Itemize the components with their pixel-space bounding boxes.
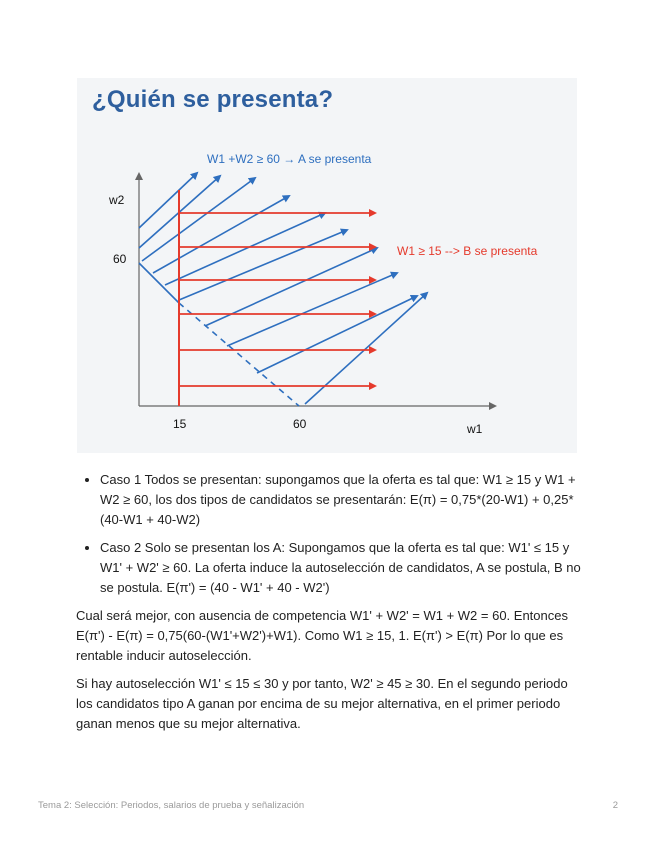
tick-x-60: 60 — [293, 417, 307, 431]
blue-arrow — [257, 296, 417, 373]
bullet-list — [76, 470, 586, 598]
blue-arrow — [153, 196, 289, 273]
blue-arrow — [142, 178, 255, 261]
bullet-item: • Caso 2 Solo se presentan los A: Supongamos que la oferta es tal que: W1' ≤ 15 y W1' + W2' ≥ 60. La oferta induce la autoselección de candidatos, A se postula, B no se postula. E(π') = (40 - W1' + 40 - W2') — [100, 538, 586, 598]
blue-arrows — [139, 173, 427, 404]
slide-figure — [77, 78, 577, 453]
paragraph: Si hay autoselección W1' ≤ 15 ≤ 30 y por tanto, W2' ≥ 45 ≥ 30. En el segundo periodo los candidatos tipo A ganan por encima de su mejor alternativa, en el primer periodo ganan menos que su mejor alternativa. — [76, 676, 568, 731]
page-number: 2 — [612, 800, 618, 811]
red-arrows — [179, 213, 375, 386]
condition-b-label: W1 ≥ 15 --> B se presenta — [397, 244, 538, 258]
page-footer — [38, 800, 618, 811]
axis-x-label: w1 — [467, 422, 483, 436]
diagram — [77, 78, 577, 453]
blue-arrow — [139, 173, 197, 228]
budget-line-dashed — [179, 303, 299, 406]
blue-arrow — [305, 293, 427, 404]
blue-arrow — [227, 273, 397, 346]
slide-title: ¿Quién se presenta? — [92, 86, 334, 113]
tick-y-60: 60 — [113, 252, 127, 266]
axis-y-label: w2 — [109, 193, 125, 207]
paragraph: Cual será mejor, con ausencia de competencia W1' + W2' = W1 + W2 = 60. Entonces E(π') - E(π) = 0,75(60-(W1'+W2')+W1). Como W1 ≥ 15, 1. E(π') > E(π) Por lo que es rentable inducir autoselección. — [76, 608, 568, 663]
document-body — [76, 470, 586, 742]
footer-text: Tema 2: Selección: Periodos, salarios de prueba y señalización — [38, 800, 305, 811]
tick-x-15: 15 — [173, 417, 187, 431]
condition-a-label: W1 +W2 ≥ 60 → A se presenta — [207, 152, 372, 166]
bullet-item: • Caso 1 Todos se presentan: supongamos que la oferta es tal que: W1 ≥ 15 y W1 + W2 ≥ 60, los dos tipos de candidatos se presentarán: E(π) = 0,75*(20-W1) + 0,25*(40-W1 + 40-W2) — [100, 470, 586, 530]
